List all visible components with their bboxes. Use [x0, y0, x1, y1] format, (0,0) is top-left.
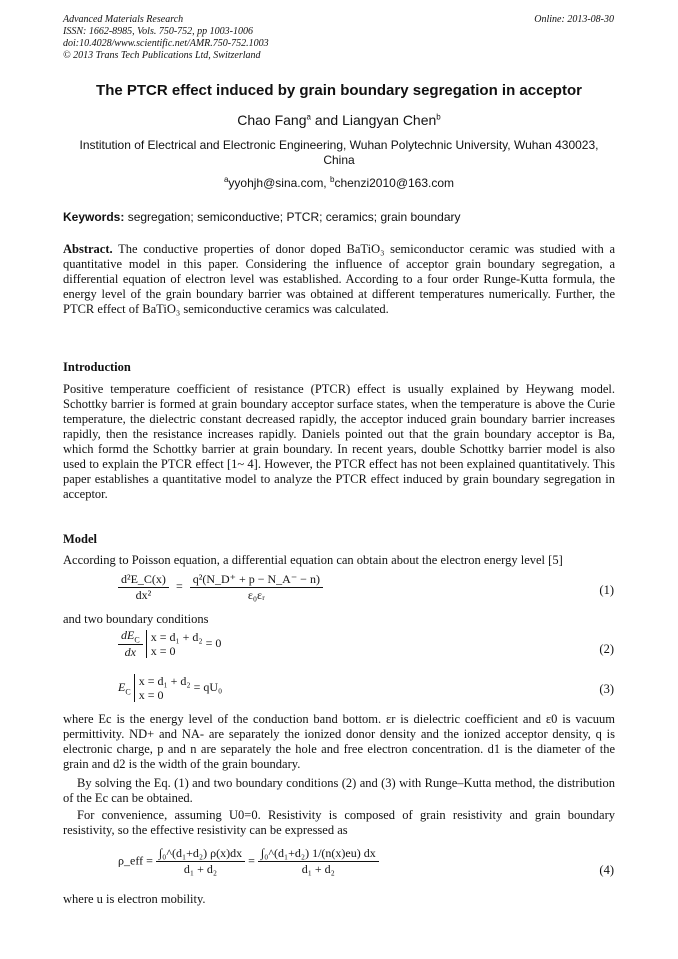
- abstract: [63, 242, 615, 317]
- intro-heading: Introduction: [63, 360, 131, 374]
- where-definitions: where Ec is the energy level of the conduction band bottom. εr is dielectric coefficient and ε0 is vacuum permittivity. ND+ and NA- are separately the ionized donor density and the ionized acceptor density, q is electronic charge, p and n are separately the hole and free electron concentration. d1 is the diameter of the grain and d2 is the width of the grain boundary.: [63, 712, 615, 771]
- eq1-rhs-num: q²(N_D⁺ + p − N_A⁻ − n): [190, 572, 323, 588]
- model-heading: Model: [63, 532, 98, 546]
- email-b-sup: b: [329, 175, 335, 184]
- eq4-num1: ∫₀^(d₁+d₂) ρ(x)dx: [156, 846, 245, 862]
- author-1: Chao Fang: [237, 112, 307, 128]
- eq2-number: (2): [599, 642, 614, 656]
- eq1-lhs-den: dx²: [135, 588, 152, 602]
- eq3-cond-top: x = d₁ + d₂: [138, 674, 191, 688]
- eq2-rhs: = 0: [205, 635, 222, 650]
- online-date: Online: 2013-08-30: [534, 14, 614, 25]
- abstract-text: The conductive properties of donor doped BaTiO₃ semiconductor ceramic was studied with a quantitative model in this paper. Considering the influence of acceptor grain boundary segregation, a differential equation of electron level was established. According to a four order Runge-Kutta formula, the energy level of the grain boundary barrier was obtained at different temperatures numerically. Further, the PTCR effect of BaTiO₃ semiconductive ceramics was calculated.: [63, 242, 615, 316]
- journal-name: Advanced Materials Research: [63, 14, 184, 25]
- email-b: chenzi2010@163.com: [334, 176, 455, 190]
- email-a-sup: a: [223, 175, 229, 184]
- author-1-sup: a: [306, 112, 311, 122]
- equation-4: ρ_eff = $\frac{\text{∫₀\textasciicircum{}(d₁+d₂) ρ(x)dx}}{\text{d₁ + d₂}}$ = $\frac{\text{∫₀\textasciicircum{}(d₁+d₂) 1/(n(x)eu) dx}}{\text{d₁ + d₂}}$: [118, 846, 379, 877]
- boundary-text: and two boundary conditions: [63, 612, 209, 626]
- keywords: [63, 210, 461, 224]
- intro-text: Positive temperature coefficient of resistance (PTCR) effect is usually explained by Heywang model. Schottky barrier is formed at grain boundary acceptor surface states, when the temperature is above the Curie temperature, the dielectric constant decreased rapidly, the acceptor induced grain boundary barrier increases rapidly, then the resistance increases rapidly. Daniels pointed out that the grain boundary acceptor is Ba, which formd the Schottky barrier at grain boundary. In recent years, double Schottky barrier model is also used to explain the PTCR effect [1~ 4]. However, the PTCR effect has not been explained quantitatively. This paper establishes a quantitative model to analyze the PTCR effect induced by grain boundary segregation in acceptor.: [63, 382, 615, 501]
- eq4-den2: d₁ + d₂: [301, 862, 335, 876]
- eq1-number: (1): [599, 583, 614, 597]
- author-2-sup: b: [436, 112, 441, 122]
- eq2-cond-top: x = d₁ + d₂: [150, 630, 203, 645]
- eq3-rhs: = qU₀: [193, 679, 223, 694]
- eq4-number: (4): [599, 863, 614, 877]
- model-intro: According to Poisson equation, a differential equation can obtain about the electron energy level [5]: [63, 553, 563, 567]
- email-a: yyohjh@sina.com,: [228, 176, 330, 190]
- eq4-num2: ∫₀^(d₁+d₂) 1/(n(x)eu) dx: [258, 846, 379, 862]
- equation-1: $\frac{\text{d²E\_C(x)}}{\text{dx²}}$ = $\frac{\text{q²(N\_D⁺ + p − N\_A⁻ − n)}}{\text{ε₀εᵣ}}$: [118, 572, 323, 603]
- equation-3: $E_C$ x = d₁ + d₂ x = 0 = qU₀: [118, 674, 223, 702]
- author-2: and Liangyan Chen: [310, 112, 437, 128]
- copyright: © 2013 Trans Tech Publications Ltd, Switzerland: [63, 50, 261, 61]
- eq1-rhs-den: ε₀εᵣ: [247, 588, 265, 602]
- authors: [40, 112, 638, 128]
- solve-text: By solving the Eq. (1) and two boundary conditions (2) and (3) with Runge–Kutta method, the distribution of the Ec can be obtained.: [63, 776, 615, 805]
- issn: ISSN: 1662-8985, Vols. 750-752, pp 1003-1006: [63, 26, 253, 37]
- paper-title: The PTCR effect induced by grain boundary segregation in acceptor: [96, 82, 582, 99]
- doi: doi:10.4028/www.scientific.net/AMR.750-752.1003: [63, 38, 269, 49]
- eq2-cond-bottom: x = 0: [150, 644, 176, 659]
- equation-2: $\frac{dE_C}{dx}$ x = d₁ + d₂ x = 0 = 0: [118, 628, 221, 660]
- convenience-text: For convenience, assuming U0=0. Resistivity is composed of grain resistivity and grain boundary resistivity, so the effective resistivity can be expressed as: [63, 808, 615, 837]
- abstract-label: Abstract.: [63, 242, 113, 256]
- keywords-text: segregation; semiconductive; PTCR; ceramics; grain boundary: [124, 210, 461, 224]
- affiliation: Institution of Electrical and Electronic Engineering, Wuhan Polytechnic University, Wuhan 430023, China: [79, 138, 599, 167]
- eq4-den1: d₁ + d₂: [183, 862, 218, 876]
- journal-header: [63, 14, 269, 62]
- eq1-lhs-num: d²E_C(x): [118, 572, 169, 588]
- eq3-number: (3): [599, 682, 614, 696]
- keywords-label: Keywords:: [63, 210, 125, 224]
- eq4-lhs: ρ_eff =: [118, 853, 153, 868]
- emails: [40, 175, 638, 190]
- eq3-cond-bottom: x = 0: [138, 688, 164, 702]
- mobility-text: where u is electron mobility.: [63, 892, 206, 906]
